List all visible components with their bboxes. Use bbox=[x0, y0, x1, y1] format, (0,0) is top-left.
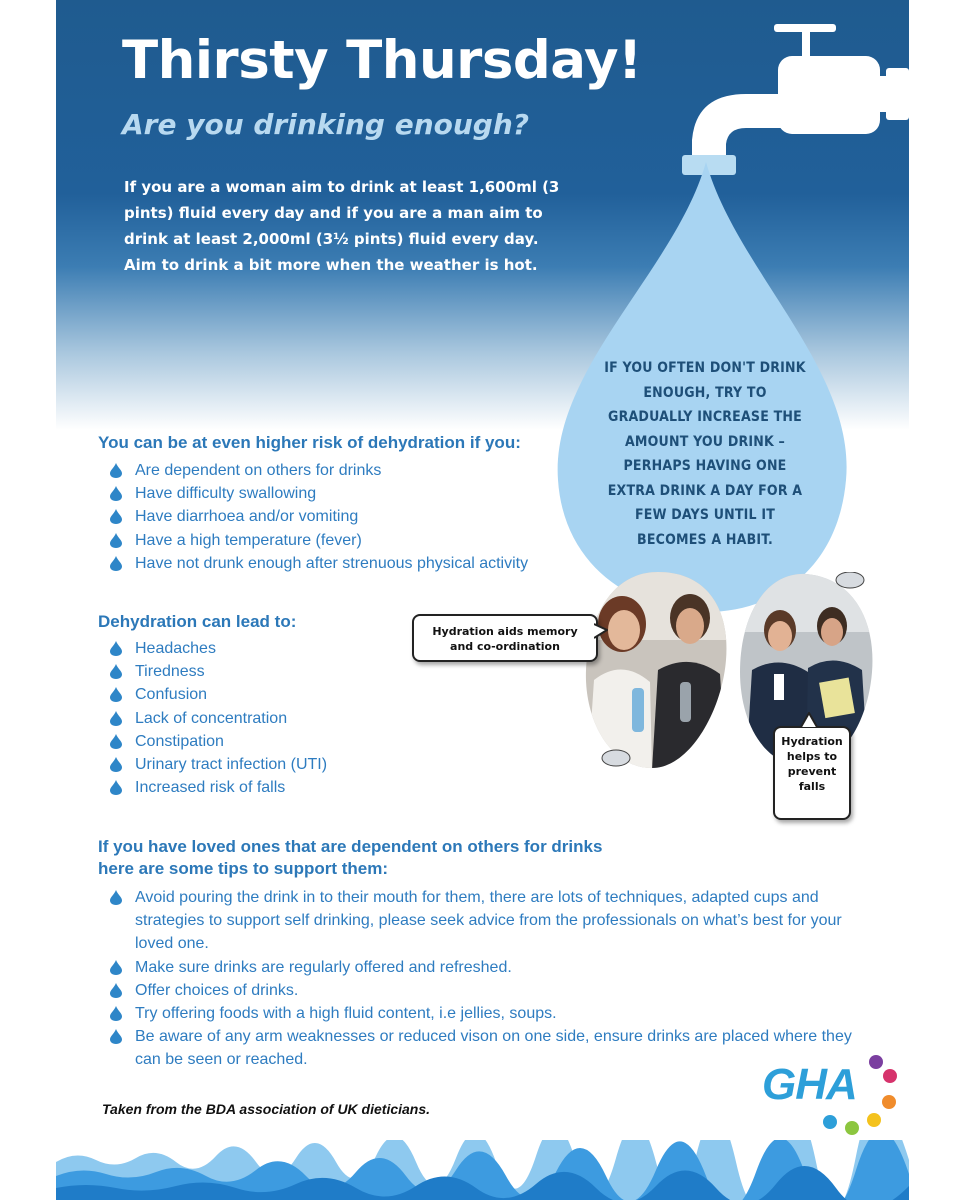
list-item bbox=[108, 459, 578, 482]
bubble-line: Hydration bbox=[781, 735, 843, 748]
gha-logo bbox=[762, 1052, 909, 1142]
risk-list bbox=[108, 459, 578, 575]
list-item-text: Have difficulty swallowing bbox=[135, 485, 317, 503]
speech-bubble-tail bbox=[594, 622, 608, 642]
list-item bbox=[108, 979, 878, 1002]
lead-heading: Dehydration can lead to: bbox=[98, 612, 297, 631]
list-item-text: Be aware of any arm weaknesses or reduced vison on one side, ensure drinks are placed where they can be seen or reached. bbox=[135, 1028, 852, 1069]
list-item-text: Tiredness bbox=[135, 663, 205, 681]
logo-text: GHA bbox=[762, 1060, 857, 1109]
water-drop-icon bbox=[110, 463, 122, 478]
water-drop-icon bbox=[110, 960, 122, 975]
tips-list bbox=[108, 886, 878, 1072]
list-item-text: Urinary tract infection (UTI) bbox=[135, 756, 328, 774]
water-drop-icon bbox=[110, 734, 122, 749]
list-item-text: Confusion bbox=[135, 686, 208, 704]
list-item-text: Headaches bbox=[135, 640, 216, 657]
water-drop-icon bbox=[110, 757, 122, 772]
water-drop-icon bbox=[110, 664, 122, 679]
list-item bbox=[108, 683, 408, 706]
list-item bbox=[108, 660, 408, 683]
list-item bbox=[108, 637, 408, 660]
bubble-line: helps to bbox=[786, 750, 838, 763]
list-item bbox=[108, 886, 878, 956]
bubble-line: and co-ordination bbox=[450, 640, 560, 653]
list-item-text: Avoid pouring the drink in to their mouth for them, there are lots of techniques, adapted cups and strategies to support self drinking, please seek advice from the professionals on what’s best for your loved one. bbox=[135, 889, 842, 953]
list-item-text: Make sure drinks are regularly offered and refreshed. bbox=[135, 958, 512, 976]
list-item bbox=[108, 529, 578, 552]
list-item-text: Try offering foods with a high fluid content, i.e jellies, soups. bbox=[135, 1005, 557, 1023]
list-item bbox=[108, 956, 878, 979]
logo-dots-icon bbox=[762, 1052, 909, 1142]
list-item-text: Are dependent on others for drinks bbox=[135, 462, 382, 479]
water-drop-icon bbox=[110, 533, 122, 548]
water-drop-icon bbox=[110, 687, 122, 702]
list-item bbox=[108, 707, 408, 730]
list-item-text: Lack of concentration bbox=[135, 709, 288, 727]
bubble-line: falls bbox=[798, 780, 826, 793]
list-item bbox=[108, 552, 578, 575]
water-drop-icon bbox=[110, 509, 122, 524]
list-item bbox=[108, 505, 578, 528]
list-item-text: Have not drunk enough after strenuous physical activity bbox=[135, 554, 529, 572]
list-item-text: Offer choices of drinks. bbox=[135, 981, 299, 999]
water-drop-icon bbox=[110, 890, 122, 905]
list-item-text: Constipation bbox=[135, 732, 224, 750]
water-drop-icon bbox=[110, 780, 122, 795]
water-waves bbox=[56, 1140, 909, 1200]
drop-message: IF YOU OFTEN DON'T DRINK ENOUGH, TRY TO GRADUALLY INCREASE THE AMOUNT YOU DRINK – PERHAPS HAVING ONE EXTRA DRINK A DAY FOR A FEW DAYS UNTIL IT BECOMES A HABIT. bbox=[604, 360, 806, 548]
risk-heading: You can be at even higher risk of dehydration if you: bbox=[98, 433, 521, 452]
source-credit: Taken from the BDA association of UK dieticians. bbox=[102, 1101, 431, 1117]
speech-bubble-tail bbox=[799, 712, 819, 728]
speech-bubble-memory bbox=[412, 614, 598, 662]
water-drop-icon bbox=[110, 556, 122, 571]
list-item bbox=[108, 1002, 878, 1025]
list-item bbox=[108, 482, 578, 505]
list-item bbox=[108, 753, 408, 776]
poster-title: Thirsty Thursday! bbox=[122, 30, 642, 91]
bubble-line: prevent bbox=[787, 765, 837, 778]
bubble-line: Hydration aids memory bbox=[432, 625, 578, 638]
intro-paragraph: If you are a woman aim to drink at least 1,600ml (3 pints) fluid every day and if you are a man aim to drink at least 2,000ml (3½ pints) fluid every day. Aim to drink a bit more when the weather is hot. bbox=[124, 178, 560, 274]
list-item-text: Have a high temperature (fever) bbox=[135, 531, 362, 549]
tips-heading bbox=[98, 836, 602, 880]
water-drop-icon bbox=[110, 711, 122, 726]
list-item bbox=[108, 730, 408, 753]
water-drop-icon bbox=[110, 486, 122, 501]
tips-heading-line2: here are some tips to support them: bbox=[98, 859, 388, 878]
list-item-text: Increased risk of falls bbox=[135, 779, 286, 797]
photo-staff-with-water-bottles bbox=[580, 570, 730, 770]
speech-bubble-falls bbox=[773, 726, 851, 820]
water-drop-icon bbox=[110, 983, 122, 998]
lead-list bbox=[108, 637, 408, 799]
list-item-text: Have diarrhoea and/or vomiting bbox=[135, 508, 359, 526]
water-drop-icon bbox=[110, 1029, 122, 1044]
water-drop-icon bbox=[110, 1006, 122, 1021]
tips-heading-line1: If you have loved ones that are dependent on others for drinks bbox=[98, 837, 603, 856]
list-item bbox=[108, 776, 408, 799]
water-drop-icon bbox=[110, 641, 122, 656]
poster-subtitle: Are you drinking enough? bbox=[122, 108, 530, 141]
poster-page bbox=[56, 0, 909, 1200]
